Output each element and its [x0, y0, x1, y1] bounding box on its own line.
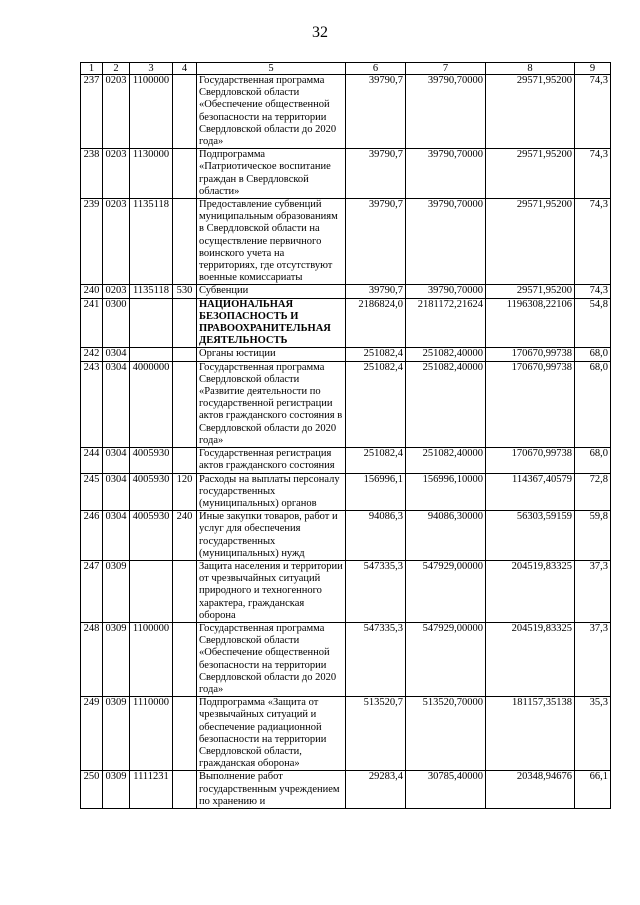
- executed-amount: 114367,40579: [486, 473, 575, 511]
- revised-amount: 156996,10000: [406, 473, 486, 511]
- table-row: [81, 560, 611, 622]
- section-code: 0203: [103, 199, 130, 285]
- expense-type-code: 240: [173, 511, 197, 561]
- table-row: [81, 285, 611, 298]
- approved-amount: 251082,4: [346, 348, 406, 361]
- col-header-1: 1: [81, 63, 103, 75]
- approved-amount: 39790,7: [346, 75, 406, 149]
- row-number: 241: [81, 298, 103, 348]
- section-code: 0309: [103, 560, 130, 622]
- target-code: 1130000: [130, 149, 173, 199]
- table-row: [81, 298, 611, 348]
- target-code: 4000000: [130, 361, 173, 447]
- execution-percent: 66,1: [575, 771, 611, 809]
- item-name: Органы юстиции: [197, 348, 346, 361]
- table-row: [81, 697, 611, 771]
- executed-amount: 29571,95200: [486, 199, 575, 285]
- section-code: 0309: [103, 622, 130, 696]
- approved-amount: 29283,4: [346, 771, 406, 809]
- table-row: [81, 199, 611, 285]
- target-code: 4005930: [130, 473, 173, 511]
- section-code: 0309: [103, 771, 130, 809]
- revised-amount: 251082,40000: [406, 348, 486, 361]
- table-row: [81, 448, 611, 473]
- col-header-2: 2: [103, 63, 130, 75]
- col-header-9: 9: [575, 63, 611, 75]
- table-row: [81, 511, 611, 561]
- revised-amount: 547929,00000: [406, 622, 486, 696]
- table-row: [81, 473, 611, 511]
- item-name: Государственная программа Свердловской области «Обеспечение общественной безопасности на территории Свердловской области до 2020 года»: [197, 622, 346, 696]
- execution-percent: 68,0: [575, 361, 611, 447]
- expense-type-code: [173, 361, 197, 447]
- item-name: Расходы на выплаты персоналу государственных (муниципальных) органов: [197, 473, 346, 511]
- item-name: Иные закупки товаров, работ и услуг для обеспечения государственных (муниципальных) нужд: [197, 511, 346, 561]
- executed-amount: 170670,99738: [486, 348, 575, 361]
- item-name: Государственная программа Свердловской области «Обеспечение общественной безопасности на территории Свердловской области до 2020 года»: [197, 75, 346, 149]
- item-name: Выполнение работ государственным учреждением по хранению и: [197, 771, 346, 809]
- table-row: [81, 149, 611, 199]
- revised-amount: 251082,40000: [406, 448, 486, 473]
- row-number: 247: [81, 560, 103, 622]
- approved-amount: 39790,7: [346, 149, 406, 199]
- revised-amount: 2181172,21624: [406, 298, 486, 348]
- expense-type-code: [173, 348, 197, 361]
- col-header-4: 4: [173, 63, 197, 75]
- section-code: 0304: [103, 448, 130, 473]
- executed-amount: 1196308,22106: [486, 298, 575, 348]
- section-code: 0309: [103, 697, 130, 771]
- row-number: 242: [81, 348, 103, 361]
- execution-percent: 74,3: [575, 75, 611, 149]
- item-name: Государственная регистрация актов гражданского состояния: [197, 448, 346, 473]
- execution-percent: 37,3: [575, 622, 611, 696]
- executed-amount: 56303,59159: [486, 511, 575, 561]
- expense-type-code: [173, 448, 197, 473]
- executed-amount: 20348,94676: [486, 771, 575, 809]
- item-name: Предоставление субвенций муниципальным образованиям в Свердловской области на осуществление первичного воинского учета на территориях, где отсутствуют военные комиссариаты: [197, 199, 346, 285]
- row-number: 243: [81, 361, 103, 447]
- revised-amount: 94086,30000: [406, 511, 486, 561]
- approved-amount: 94086,3: [346, 511, 406, 561]
- section-code: 0304: [103, 473, 130, 511]
- approved-amount: 39790,7: [346, 285, 406, 298]
- target-code: 1135118: [130, 285, 173, 298]
- execution-percent: 35,3: [575, 697, 611, 771]
- expense-type-code: 530: [173, 285, 197, 298]
- target-code: 1135118: [130, 199, 173, 285]
- executed-amount: 181157,35138: [486, 697, 575, 771]
- expense-type-code: [173, 199, 197, 285]
- executed-amount: 170670,99738: [486, 361, 575, 447]
- approved-amount: 547335,3: [346, 560, 406, 622]
- target-code: 1110000: [130, 697, 173, 771]
- execution-percent: 74,3: [575, 199, 611, 285]
- row-number: 248: [81, 622, 103, 696]
- expense-type-code: [173, 622, 197, 696]
- executed-amount: 29571,95200: [486, 149, 575, 199]
- revised-amount: 30785,40000: [406, 771, 486, 809]
- col-header-7: 7: [406, 63, 486, 75]
- revised-amount: 547929,00000: [406, 560, 486, 622]
- approved-amount: 251082,4: [346, 361, 406, 447]
- target-code: 4005930: [130, 511, 173, 561]
- col-header-8: 8: [486, 63, 575, 75]
- executed-amount: 170670,99738: [486, 448, 575, 473]
- target-code: [130, 298, 173, 348]
- revised-amount: 39790,70000: [406, 199, 486, 285]
- execution-percent: 37,3: [575, 560, 611, 622]
- executed-amount: 204519,83325: [486, 622, 575, 696]
- item-name: Подпрограмма «Патриотическое воспитание граждан в Свердловской области»: [197, 149, 346, 199]
- table-row: [81, 361, 611, 447]
- approved-amount: 39790,7: [346, 199, 406, 285]
- revised-amount: 39790,70000: [406, 149, 486, 199]
- row-number: 239: [81, 199, 103, 285]
- target-code: 1100000: [130, 622, 173, 696]
- col-header-6: 6: [346, 63, 406, 75]
- target-code: 1100000: [130, 75, 173, 149]
- revised-amount: 39790,70000: [406, 285, 486, 298]
- section-code: 0203: [103, 75, 130, 149]
- approved-amount: 251082,4: [346, 448, 406, 473]
- expense-type-code: [173, 298, 197, 348]
- execution-percent: 59,8: [575, 511, 611, 561]
- table-row: [81, 771, 611, 809]
- expense-type-code: [173, 75, 197, 149]
- execution-percent: 68,0: [575, 448, 611, 473]
- col-header-5: 5: [197, 63, 346, 75]
- section-code: 0304: [103, 348, 130, 361]
- approved-amount: 547335,3: [346, 622, 406, 696]
- expense-type-code: 120: [173, 473, 197, 511]
- col-header-3: 3: [130, 63, 173, 75]
- section-code: 0300: [103, 298, 130, 348]
- row-number: 250: [81, 771, 103, 809]
- table-row: [81, 75, 611, 149]
- executed-amount: 29571,95200: [486, 75, 575, 149]
- table-row: [81, 622, 611, 696]
- approved-amount: 513520,7: [346, 697, 406, 771]
- section-code: 0203: [103, 285, 130, 298]
- target-code: [130, 348, 173, 361]
- target-code: 4005930: [130, 448, 173, 473]
- target-code: 1111231: [130, 771, 173, 809]
- revised-amount: 39790,70000: [406, 75, 486, 149]
- row-number: 249: [81, 697, 103, 771]
- expense-type-code: [173, 560, 197, 622]
- item-name: Государственная программа Свердловской области «Развитие деятельности по государственной регистрации актов гражданского состояния в Свердловской области до 2020 года»: [197, 361, 346, 447]
- expense-type-code: [173, 771, 197, 809]
- approved-amount: 156996,1: [346, 473, 406, 511]
- budget-table: [80, 62, 611, 809]
- target-code: [130, 560, 173, 622]
- execution-percent: 72,8: [575, 473, 611, 511]
- revised-amount: 513520,70000: [406, 697, 486, 771]
- executed-amount: 29571,95200: [486, 285, 575, 298]
- row-number: 237: [81, 75, 103, 149]
- item-name: Подпрограмма «Защита от чрезвычайных ситуаций и обеспечение радиационной безопасности на территории Свердловской области, гражданская оборона»: [197, 697, 346, 771]
- executed-amount: 204519,83325: [486, 560, 575, 622]
- section-code: 0304: [103, 361, 130, 447]
- expense-type-code: [173, 697, 197, 771]
- execution-percent: 74,3: [575, 149, 611, 199]
- item-name: Защита населения и территории от чрезвычайных ситуаций природного и техногенного характера, гражданская оборона: [197, 560, 346, 622]
- execution-percent: 68,0: [575, 348, 611, 361]
- header-row: [81, 63, 611, 75]
- table-row: [81, 348, 611, 361]
- expense-type-code: [173, 149, 197, 199]
- row-number: 240: [81, 285, 103, 298]
- row-number: 246: [81, 511, 103, 561]
- item-name: НАЦИОНАЛЬНАЯ БЕЗОПАСНОСТЬ И ПРАВООХРАНИТЕЛЬНАЯ ДЕЯТЕЛЬНОСТЬ: [197, 298, 346, 348]
- revised-amount: 251082,40000: [406, 361, 486, 447]
- item-name: Субвенции: [197, 285, 346, 298]
- section-code: 0304: [103, 511, 130, 561]
- approved-amount: 2186824,0: [346, 298, 406, 348]
- row-number: 244: [81, 448, 103, 473]
- execution-percent: 54,8: [575, 298, 611, 348]
- execution-percent: 74,3: [575, 285, 611, 298]
- section-code: 0203: [103, 149, 130, 199]
- row-number: 245: [81, 473, 103, 511]
- page-number: 32: [312, 24, 328, 41]
- row-number: 238: [81, 149, 103, 199]
